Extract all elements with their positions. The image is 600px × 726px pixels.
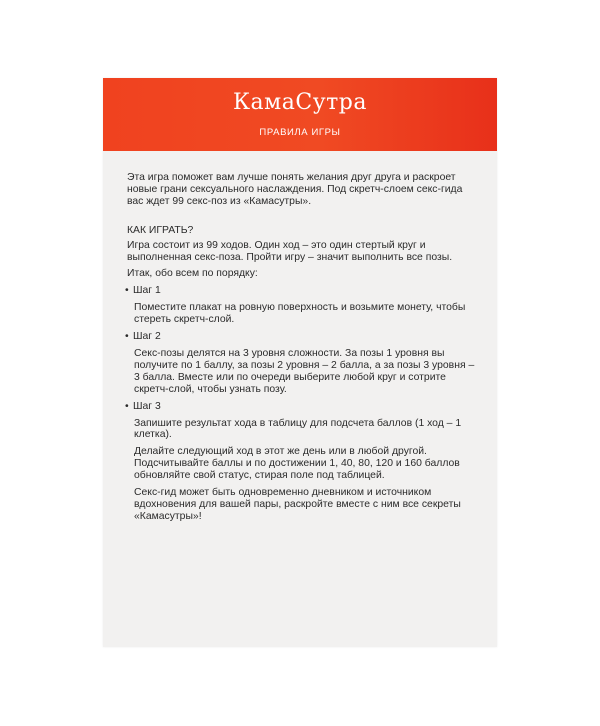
bullet-icon: •: [125, 331, 129, 343]
rules-body: [127, 172, 479, 523]
bullet-icon: •: [125, 285, 129, 297]
intro-paragraph: Эта игра поможет вам лучше понять желания друг друга и раскроет новые грани сексуального наслаждения. Под скретч-слоем секс-гида вас ждет 99 секс-поз из «Камасутры».: [127, 172, 463, 207]
section-heading: КАК ИГРАТЬ?: [127, 224, 194, 236]
step-2-label: [125, 331, 479, 343]
game-title: КамаСутра: [232, 90, 368, 115]
rules-paragraph: Игра состоит из 99 ходов. Один ход – это один стертый круг и выполненная секс-поза. Пройти игру – значит выполнить все позы.: [127, 239, 453, 263]
step-1-title: Шаг 1: [133, 285, 161, 297]
step-3-text-2: Делайте следующий ход в этот же день или в любой другой. Подсчитывайте баллы и по достижении 1, 40, 80, 120 и 160 баллов обновляйте свой статус, стирая поле под таблицей.: [134, 446, 460, 482]
outro-paragraph: Секс-гид может быть одновременно дневником и источником вдохновения для вашей пары, раскройте вместе с ним все секреты «Камасутры»!: [134, 487, 461, 522]
steps-lead: Итак, обо всем по порядку:: [127, 268, 258, 280]
game-subtitle: ПРАВИЛА ИГРЫ: [259, 127, 341, 138]
step-2-text: Секс-позы делятся на 3 уровня сложности. За позы 1 уровня вы получите по 1 баллу, за позы 2 уровня – 2 балла, а за позы 3 уровня – 3 балла. Вместе или по очереди выберите любой круг и сотрите скретч-слой, чтобы узнать позу.: [134, 347, 475, 395]
bullet-icon: •: [125, 400, 129, 412]
rules-card: [103, 78, 497, 647]
step-3-label: [125, 401, 479, 413]
step-1-text: Поместите плакат на ровную поверхность и возьмите монету, чтобы стереть скретч-слой.: [134, 302, 466, 326]
step-3-text-1: Запишите результат хода в таблицу для подсчета баллов (1 ход – 1 клетка).: [134, 417, 462, 441]
step-1-label: [125, 285, 479, 297]
header-banner: [103, 78, 497, 151]
step-2-title: Шаг 2: [133, 331, 161, 343]
step-3-title: Шаг 3: [133, 400, 161, 412]
